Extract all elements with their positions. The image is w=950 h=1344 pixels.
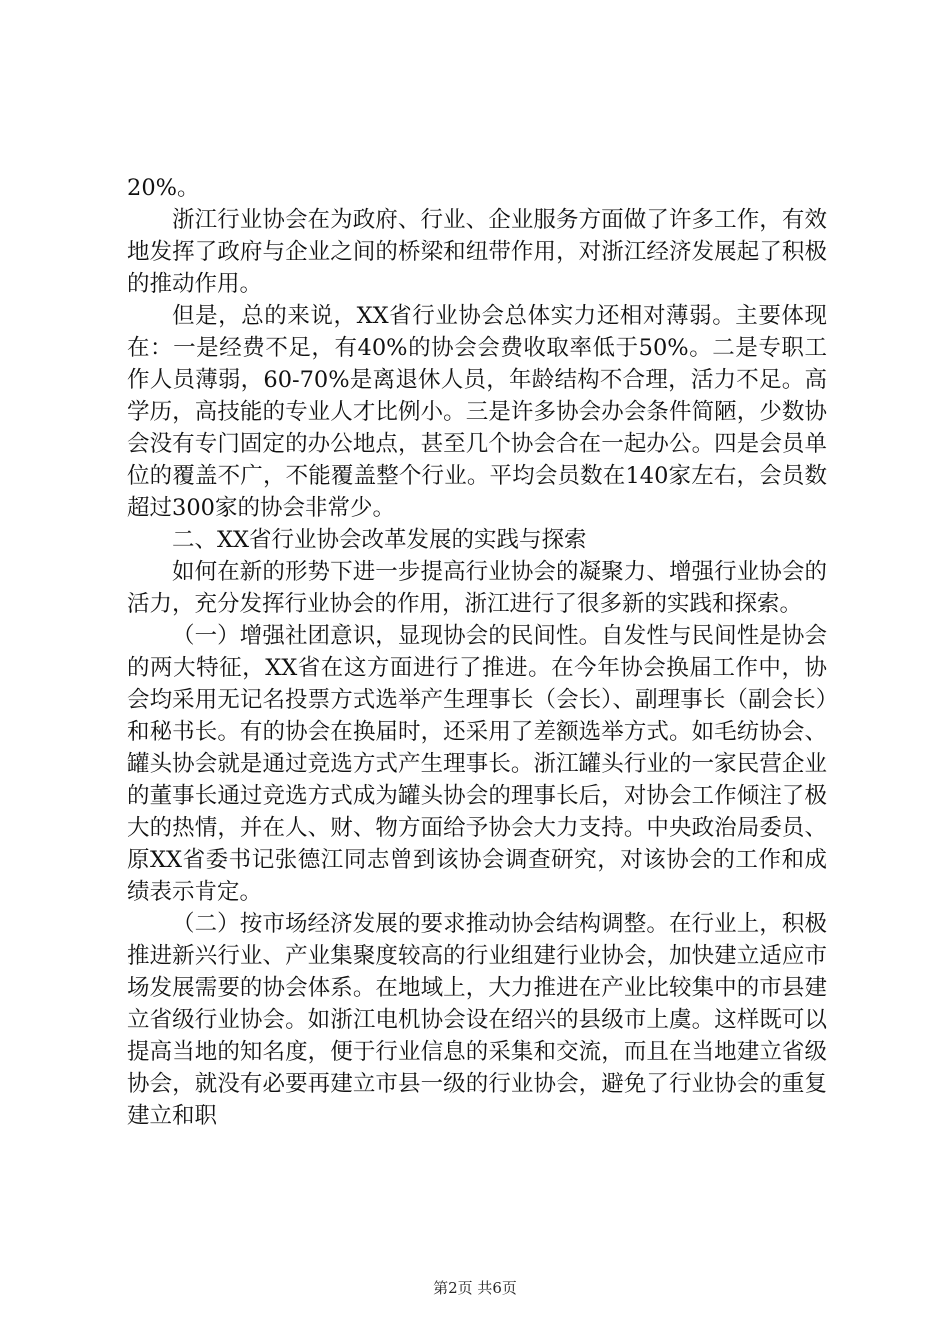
section-heading: 二、XX省行业协会改革发展的实践与探索 <box>172 527 587 553</box>
body-text <box>127 172 827 1132</box>
paragraph-exploration: 如何在新的形势下进一步提高行业协会的凝聚力、增强行业协会的活力，充分发挥行业协会的作用，浙江进行了很多新的实践和探索。 <box>127 559 827 617</box>
paragraph-item-one: （一）增强社团意识，显现协会的民间性。自发性与民间性是协会的两大特征，XX省在这方面进行了推进。在今年协会换届工作中，协会均采用无记名投票方式选举产生理事长（会长）、副理事长（副会长）和秘书长。有的协会在换届时，还采用了差额选举方式。如毛纺协会、罐头协会就是通过竞选方式产生理事长。浙江罐头行业的一家民营企业的董事长通过竞选方式成为罐头协会的理事长后，对协会工作倾注了极大的热情，并在人、财、物方面给予协会大力支持。中央政治局委员、原XX省委书记张德江同志曾到该协会调查研究，对该协会的工作和成绩表示肯定。 <box>127 623 827 905</box>
paragraph-continuation: 20%。 <box>127 175 200 201</box>
paragraph-item-two: （二）按市场经济发展的要求推动协会结构调整。在行业上，积极推进新兴行业、产业集聚度较高的行业组建行业协会，加快建立适应市场发展需要的协会体系。在地域上，大力推进在产业比较集中的市县建立省级行业协会。如浙江电机协会设在绍兴的县级市上虞。这样既可以提高当地的知名度，便于行业信息的采集和交流，而且在当地建立省级协会，就没有必要再建立市县一级的行业协会，避免了行业协会的重复建立和职 <box>127 911 827 1129</box>
page-number-footer: 第2页 共6页 <box>433 1279 517 1297</box>
paragraph-services: 浙江行业协会在为政府、行业、企业服务方面做了许多工作，有效地发挥了政府与企业之间的桥梁和纽带作用，对浙江经济发展起了积极的推动作用。 <box>127 207 827 297</box>
paragraph-weaknesses: 但是，总的来说，XX省行业协会总体实力还相对薄弱。主要体现在：一是经费不足，有40%的协会会费收取率低于50%。二是专职工作人员薄弱，60-70%是离退休人员，年龄结构不合理，活力不足。高学历，高技能的专业人才比例小。三是许多协会办会条件简陋，少数协会没有专门固定的办公地点，甚至几个协会合在一起办公。四是会员单位的覆盖不广，不能覆盖整个行业。平均会员数在140家左右，会员数超过300家的协会非常少。 <box>127 303 827 521</box>
